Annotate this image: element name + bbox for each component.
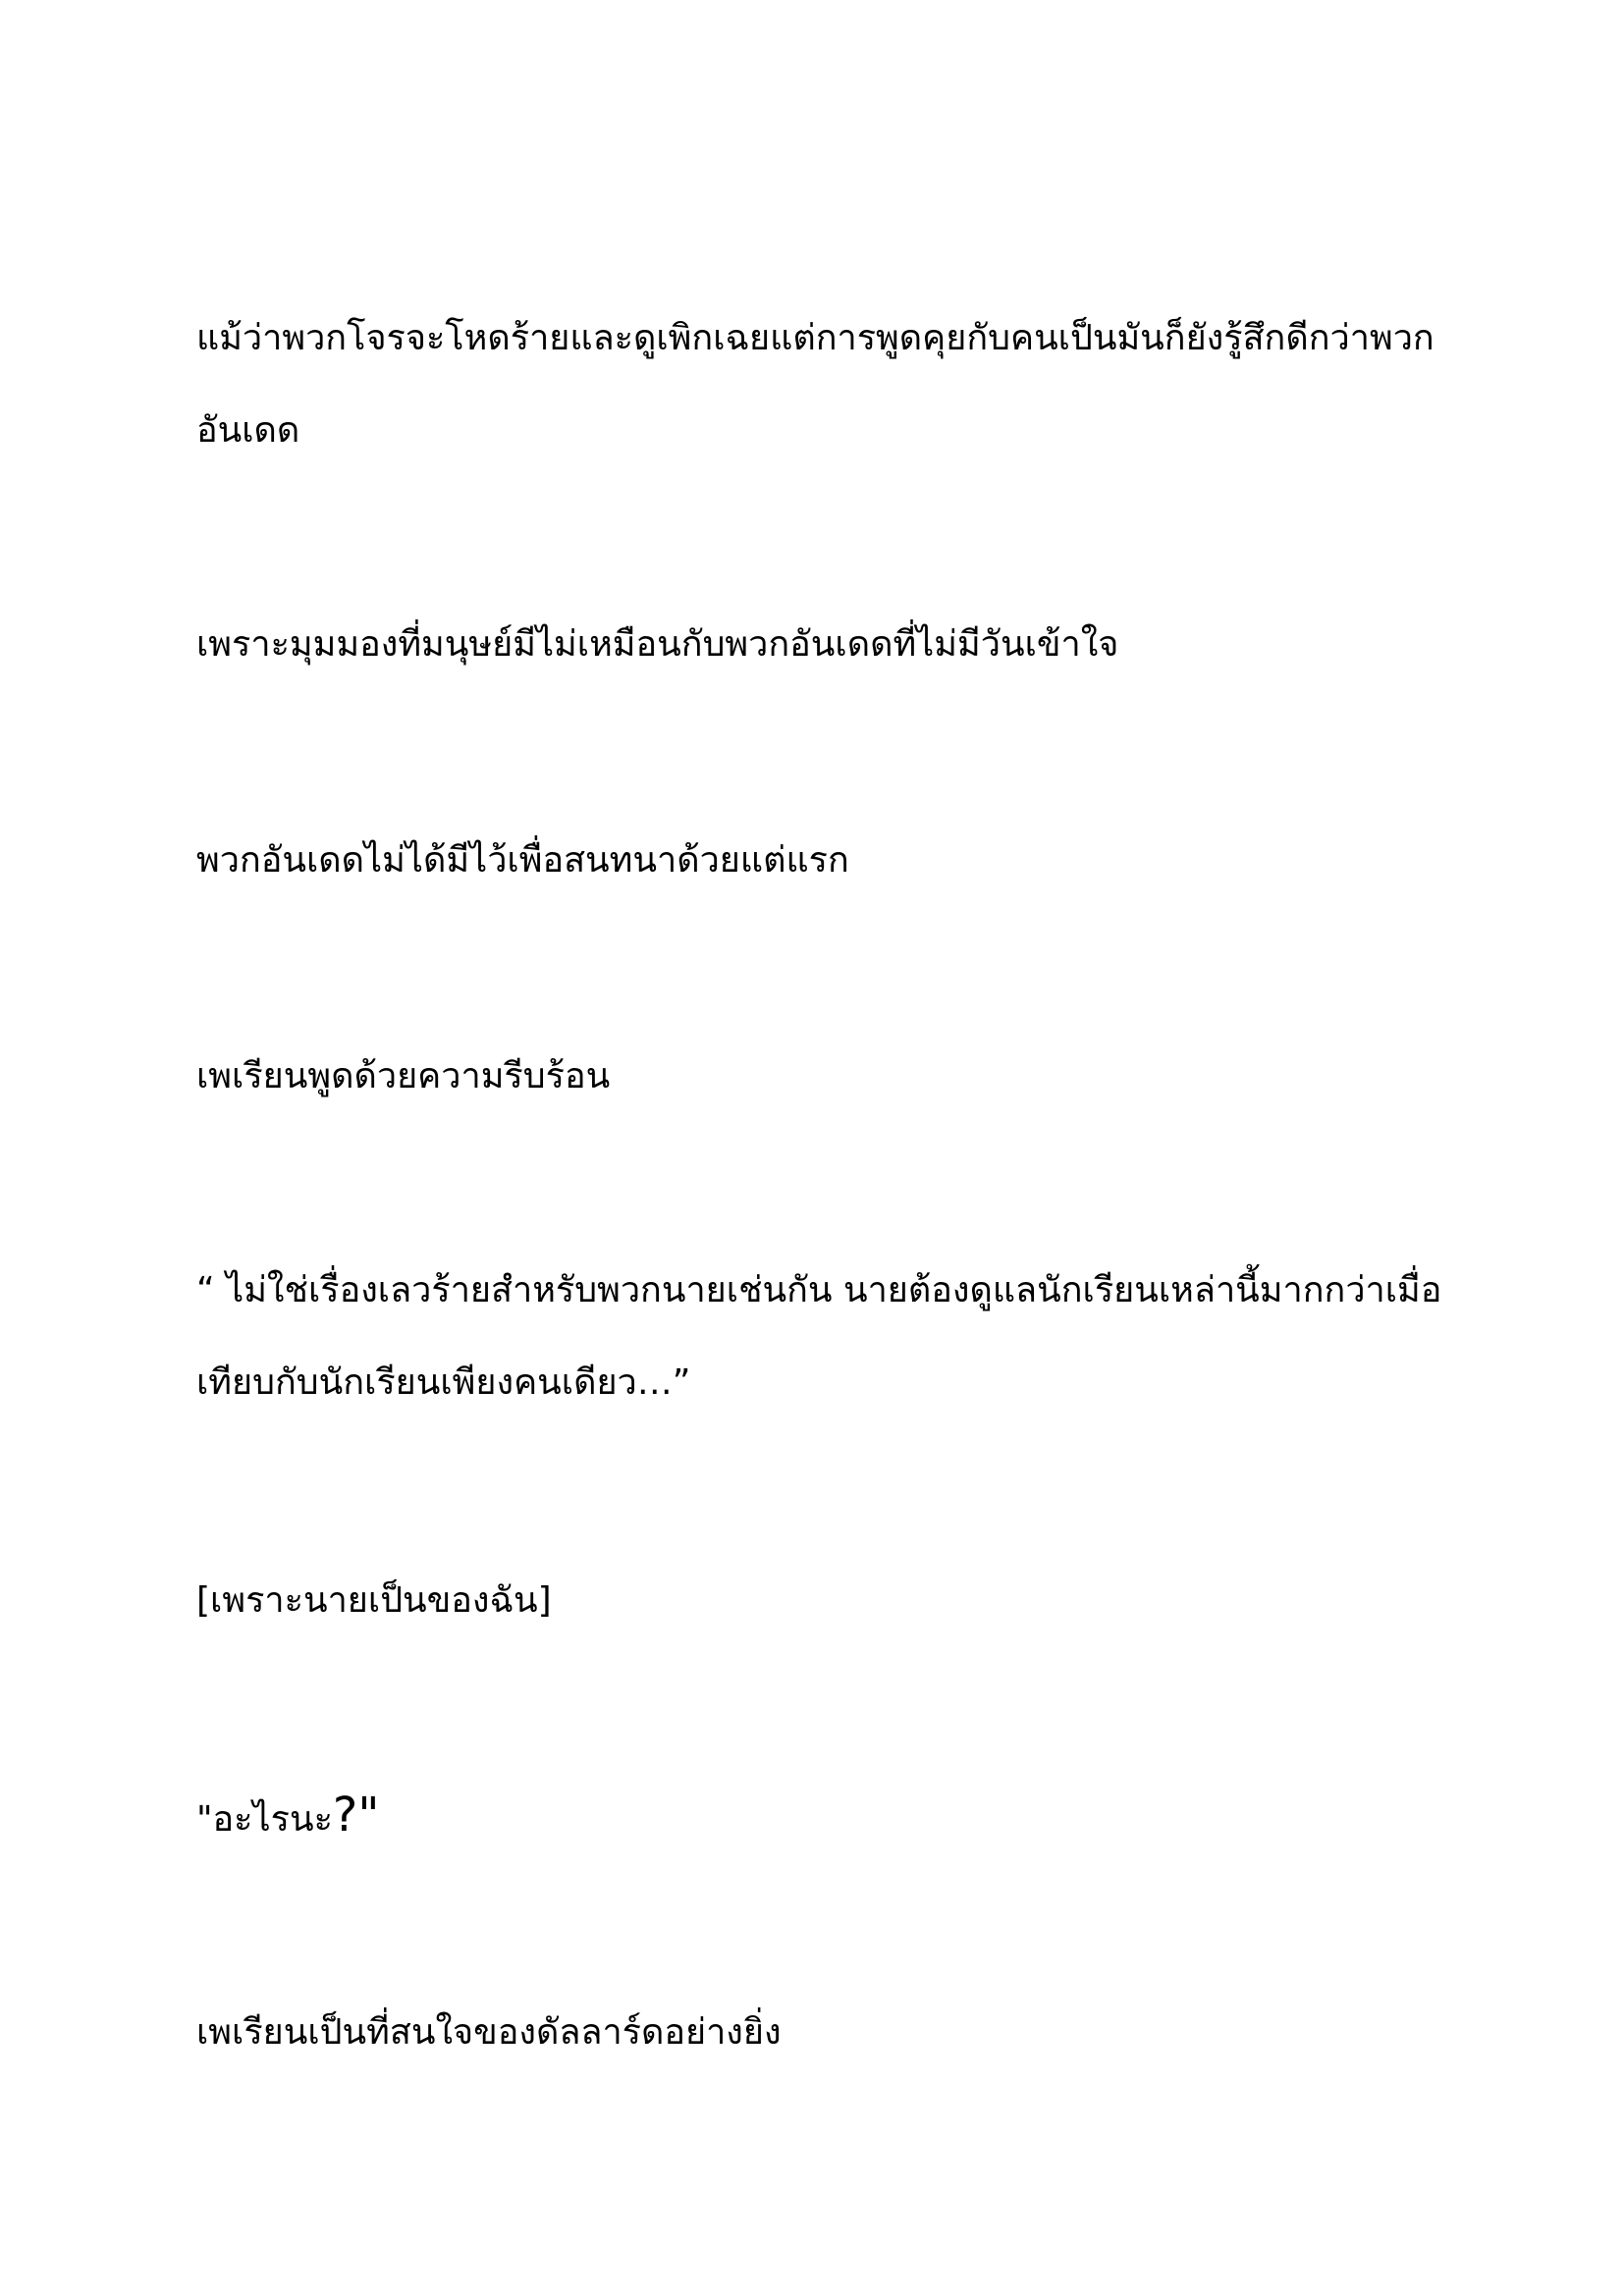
paragraph-line: [เพราะนายเป็นของฉัน] <box>196 1580 552 1621</box>
paragraph-line: แม้ว่าพวกโจรจะโหดร้ายและดูเพิกเฉยแต่การพูดคุยกับคนเป็นมันก็ยังรู้สึกดีกว่าพวก <box>196 318 1435 358</box>
paragraph-dialogue-students <box>196 1245 1442 1429</box>
paragraph-line <box>196 1769 1434 1866</box>
paragraph-line: เพเรียนพูดด้วยความรีบร้อน <box>196 1056 611 1096</box>
paragraph-line: พวกอันเดดไม่ได้มีไว้เพื่อสนทนาด้วยแต่แรก <box>196 840 849 881</box>
paragraph-line: เพราะมุมมองที่มนุษย์มีไม่เหมือนกับพวกอันเดดที่ไม่มีวันเข้าใจ <box>196 624 1119 665</box>
paragraph-line: อันเดด <box>196 410 300 451</box>
paragraph-perian-interest <box>196 1987 1434 2079</box>
paragraph-because-mine <box>196 1555 1434 1647</box>
paragraph-line: “ ไม่ใช่เรื่องเลวร้ายสำหรับพวกนายเช่นกัน นายต้องดูแลนักเรียนเหล่านี้มากกว่าเมื่อ <box>196 1270 1442 1310</box>
paragraph-perian-hurried <box>196 1031 1434 1123</box>
paragraph-what <box>196 1769 1434 1866</box>
paragraph-bandits-vs-undead <box>196 293 1434 477</box>
paragraph-line: เทียบกับนักเรียนเพียงคนเดียว…” <box>196 1362 691 1403</box>
paragraph-human-perspective <box>196 599 1434 691</box>
what-text: "อะไรนะ <box>196 1799 333 1840</box>
paragraph-line: เพเรียนเป็นที่สนใจของดัลลาร์ดอย่างยิ่ง <box>196 2012 782 2053</box>
what-question-mark: ?" <box>332 1788 380 1842</box>
paragraph-undead-conversation <box>196 815 1434 907</box>
